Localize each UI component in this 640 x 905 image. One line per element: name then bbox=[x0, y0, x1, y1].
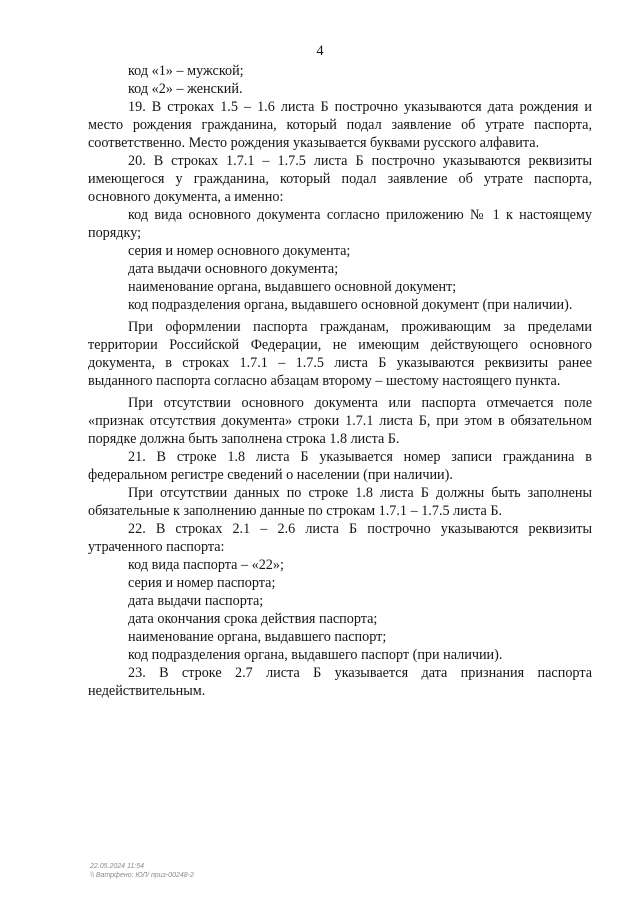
paragraph: дата выдачи паспорта; bbox=[128, 593, 264, 609]
paragraph: При отсутствии основного документа или паспорта отмечается поле «признак отсутствия документа» строки 1.7.1 листа Б, при этом в обязательном порядке должна быть заполнена строка 1.8 листа Б. bbox=[88, 395, 592, 447]
paragraph: При оформлении паспорта гражданам, проживающим за пределами территории Российской Федерации, не имеющим действующего основного документа, в строках 1.7.1 – 1.7.5 листа Б указываются реквизиты ранее выданного паспорта согласно абзацам второму – шестому настоящего пункта. bbox=[88, 319, 592, 389]
paragraph: 20. В строках 1.7.1 – 1.7.5 листа Б построчно указываются реквизиты имеющегося у гражданина, который подал заявление об утрате паспорта, основного документа, а именно: bbox=[88, 153, 592, 205]
paragraph: код подразделения органа, выдавшего паспорт (при наличии). bbox=[128, 647, 503, 663]
paragraph: серия и номер основного документа; bbox=[128, 243, 351, 259]
paragraph: наименование органа, выдавшего паспорт; bbox=[128, 629, 387, 645]
paragraph: код вида паспорта – «22»; bbox=[128, 557, 284, 573]
paragraph: наименование органа, выдавшего основной документ; bbox=[128, 279, 457, 295]
footer-timestamp: 22.05.2024 11:54 bbox=[90, 863, 144, 870]
footer-file-reference: \\ Ватрфено: ЮЛ/ приз-00248-2 bbox=[90, 872, 194, 879]
page-number: 4 bbox=[316, 43, 324, 59]
paragraph: дата выдачи основного документа; bbox=[128, 261, 339, 277]
paragraph: дата окончания срока действия паспорта; bbox=[128, 611, 378, 627]
paragraph: код «1» – мужской; bbox=[128, 63, 244, 79]
paragraph: При отсутствии данных по строке 1.8 листа Б должны быть заполнены обязательные к заполнению данные по строкам 1.7.1 – 1.7.5 листа Б. bbox=[88, 485, 592, 519]
paragraph: 22. В строках 2.1 – 2.6 листа Б построчно указываются реквизиты утраченного паспорта: bbox=[88, 521, 592, 555]
document-body bbox=[88, 62, 592, 700]
paragraph: 19. В строках 1.5 – 1.6 листа Б построчно указываются дата рождения и место рождения гражданина, который подал заявление об утрате паспорта, соответственно. Место рождения указывается буквами русского алфавита. bbox=[88, 99, 592, 151]
footer-stamp bbox=[90, 862, 194, 880]
paragraph: 23. В строке 2.7 листа Б указывается дата признания паспорта недействительным. bbox=[88, 665, 592, 699]
paragraph: код вида основного документа согласно приложению № 1 к настоящему порядку; bbox=[88, 207, 592, 241]
paragraph: код «2» – женский. bbox=[128, 81, 243, 97]
paragraph: серия и номер паспорта; bbox=[128, 575, 276, 591]
paragraph: код подразделения органа, выдавшего основной документ (при наличии). bbox=[128, 297, 573, 313]
paragraph: 21. В строке 1.8 листа Б указывается номер записи гражданина в федеральном регистре сведений о населении (при наличии). bbox=[88, 449, 592, 483]
